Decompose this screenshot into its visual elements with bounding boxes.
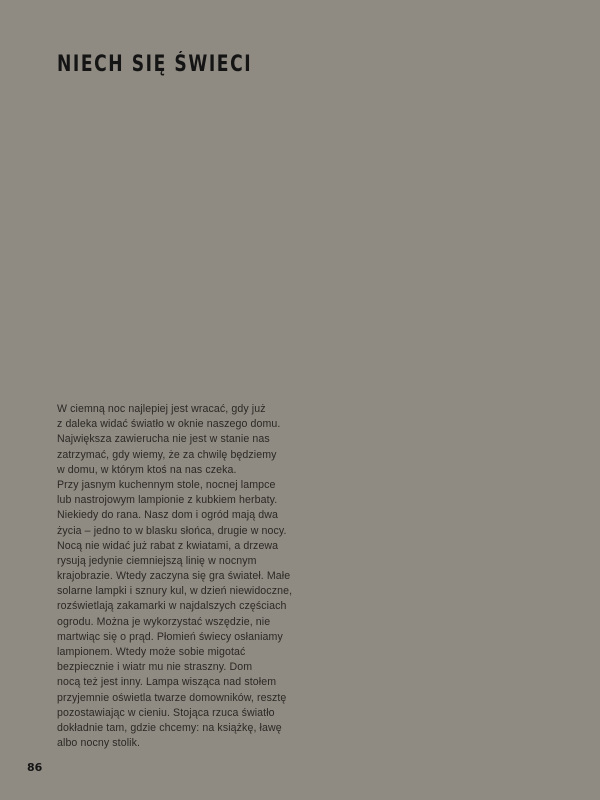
text-line: rozświetlają zakamarki w najdalszych częściach [57,600,287,613]
text-line: pozostawiając w cieniu. Stojąca rzuca światło [57,706,275,719]
text-line: w domu, w którym ktoś na nas czeka. [57,463,237,476]
text-line: przyjemnie oświetla twarze domowników, resztę [57,691,287,704]
text-line: życia – jedno to w blasku słońca, drugie w nocy. [57,524,287,537]
text-line: zatrzymać, gdy wiemy, że za chwilę będziemy [57,448,277,461]
text-line: krajobrazie. Wtedy zaczyna się gra świateł. Małe [57,570,291,583]
text-line: rysują jedynie ciemniejszą linię w nocnym [57,554,257,567]
text-line: albo nocny stolik. [57,737,141,750]
text-line: martwiąc się o prąd. Płomień świecy osłaniamy [57,630,283,643]
text-line: nocą też jest inny. Lampa wisząca nad stołem [57,676,277,689]
page-title: NIECH SIĘ ŚWIECI [57,52,253,77]
text-line: Największa zawierucha nie jest w stanie nas [57,433,270,446]
text-line: z daleka widać światło w oknie naszego domu. [57,418,281,431]
text-line: Nocą nie widać już rabat z kwiatami, a drzewa [57,539,279,552]
text-line: ogrodu. Można je wykorzystać wszędzie, nie [57,615,271,628]
text-line: W ciemną noc najlepiej jest wracać, gdy już [57,403,266,415]
text-line: bezpiecznie i wiatr mu nie straszny. Dom [57,661,253,674]
text-line: Niekiedy do rana. Nasz dom i ogród mają dwa [57,509,278,522]
text-line: dokładnie tam, gdzie chcemy: na książkę, ławę [57,721,282,734]
text-line: lampionem. Wtedy może sobie migotać [57,646,246,658]
text-line: Przy jasnym kuchennym stole, nocnej lampce [57,478,276,491]
body-paragraph [57,402,307,751]
text-line: lub nastrojowym lampionie z kubkiem herbaty. [57,494,278,507]
page-number: 86 [27,761,43,774]
text-line: solarne lampki i sznury kul, w dzień niewidoczne, [57,585,293,598]
